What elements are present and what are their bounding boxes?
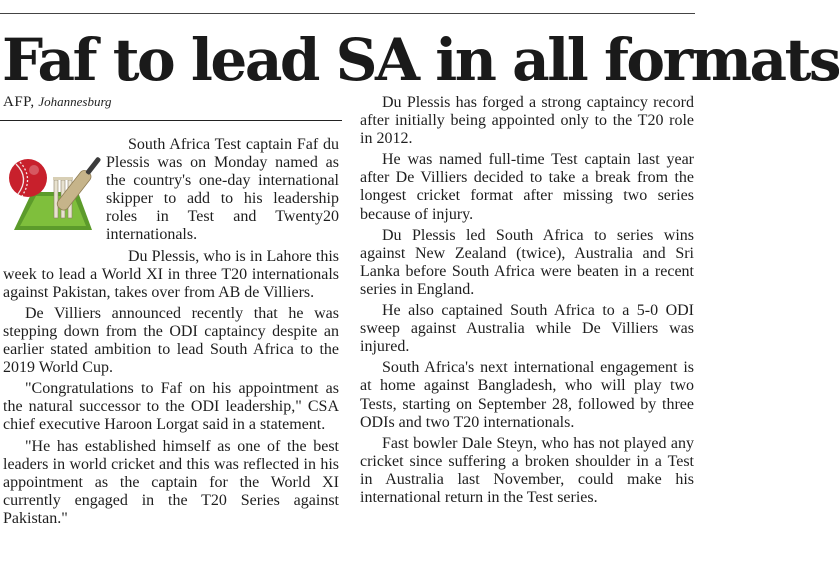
top-rule xyxy=(0,13,695,14)
byline-rule xyxy=(0,120,342,121)
right-paragraph: Fast bowler Dale Steyn, who has not played any cricket since suffering a broken shoulder in a Test in Australia last November, could make his international return in the Test series. xyxy=(360,434,694,506)
cricket-ball-bat-stumps-icon xyxy=(0,142,104,246)
right-paragraph: He was named full-time Test captain last year after De Villiers decided to take a break from the longest cricket format after missing two series because of injury. xyxy=(360,151,694,223)
byline-agency: AFP, xyxy=(3,94,35,110)
left-column xyxy=(3,136,339,528)
left-paragraph: "He has established himself as one of the best leaders in world cricket and this was reflected in his appointment as the captain for the World XI currently engaged in the T20 Series against Pakistan." xyxy=(3,437,339,527)
right-paragraph: Du Plessis has forged a strong captaincy record after initially being appointed only to the T20 role in 2012. xyxy=(360,94,694,148)
left-paragraph: De Villiers announced recently that he was stepping down from the ODI captaincy despite an earlier stated ambition to lead South Africa to the 2019 World Cup. xyxy=(3,304,339,377)
right-paragraph: He also captained South Africa to a 5-0 ODI sweep against Australia while De Villiers was injured. xyxy=(360,302,694,356)
right-paragraph: South Africa's next international engagement is at home against Bangladesh, who will play two Tests, starting on September 28, followed by three ODIs and two T20 internationals. xyxy=(360,359,694,431)
headline: Faf to lead SA in all formats xyxy=(2,26,839,94)
right-column xyxy=(360,94,694,507)
left-paragraph: Du Plessis, who is in Lahore this week to lead a World XI in three T20 internationals against Pakistan, takes over from AB de Villiers. xyxy=(3,247,339,301)
right-paragraph: Du Plessis led South Africa to series wins against New Zealand (twice), Australia and Sri Lanka before South Africa were beaten in a recent series in England. xyxy=(360,226,694,298)
left-paragraph: South Africa Test captain Faf du Plessis was on Monday named as the country's one-day international skipper to add to his leadership roles in Test and Twenty20 internationals. xyxy=(106,136,339,244)
byline-place: Johannesburg xyxy=(38,94,112,109)
left-paragraph: "Congratulations to Faf on his appointment as the natural successor to the ODI leadership," CSA chief executive Haroon Lorgat said in a statement. xyxy=(3,380,339,434)
byline xyxy=(3,93,112,111)
